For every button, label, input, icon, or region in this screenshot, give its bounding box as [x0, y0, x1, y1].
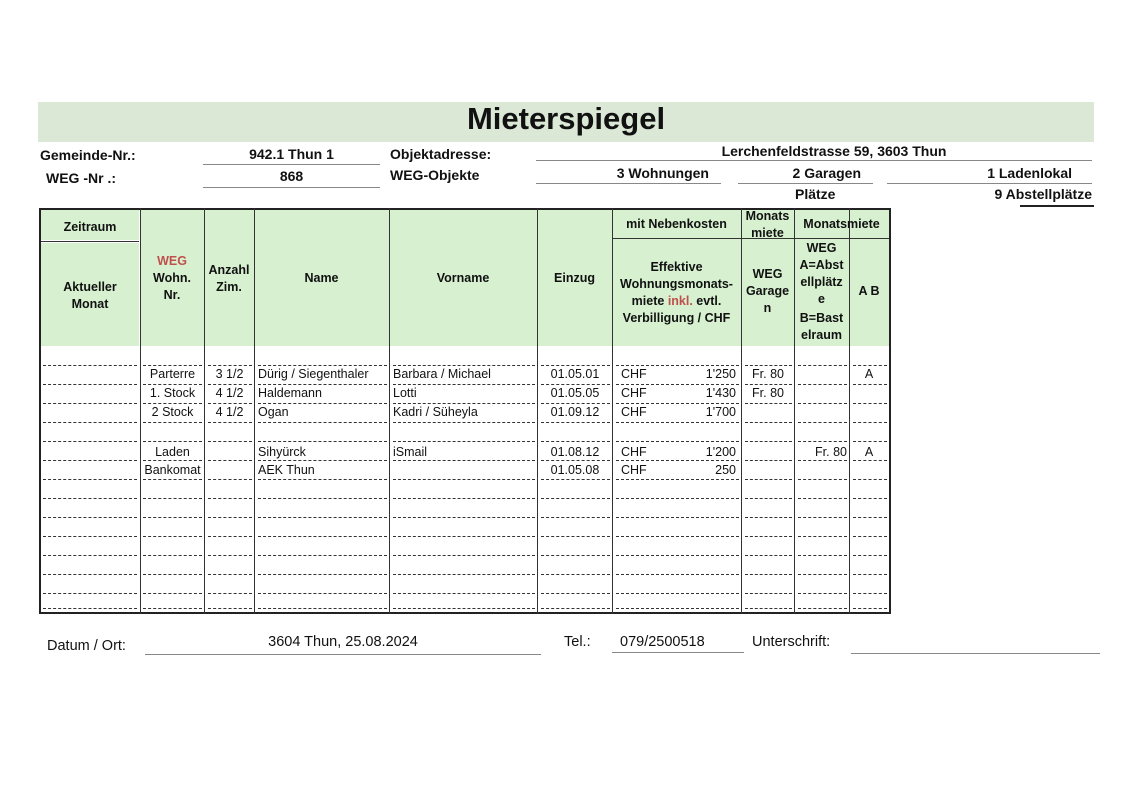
row-divider: [798, 422, 847, 423]
row-divider: [541, 555, 610, 556]
row-divider: [208, 479, 252, 480]
objektadresse-value: Lerchenfeldstrasse 59, 3603 Thun: [536, 143, 1092, 161]
cell-chf: CHF: [621, 445, 647, 459]
row-divider: [798, 479, 847, 480]
header-monatsmiete: Monatsmiete: [803, 217, 880, 231]
weg-label: WEG -Nr .:: [46, 170, 116, 186]
datum-label: Datum / Ort:: [47, 638, 126, 654]
row-divider: [853, 574, 887, 575]
text: miete: [631, 294, 668, 308]
row-divider: [43, 384, 137, 385]
row-divider: [541, 422, 610, 423]
header-verbilligung: Verbilligung / CHF: [622, 311, 731, 325]
header-weg-garage: WEG: [752, 267, 783, 281]
cell-garage: Fr. 80: [752, 386, 784, 400]
cell-vorname: Kadri / Süheyla: [393, 405, 478, 419]
row-divider: [143, 441, 202, 442]
row-divider: [541, 441, 610, 442]
gemeinde-value: 942.1 Thun 1: [203, 146, 380, 165]
datum-value: 3604 Thun, 25.08.2024: [145, 634, 541, 655]
gemeinde-label: Gemeinde-Nr.:: [40, 147, 136, 163]
header-ab-4: B=Bast: [799, 311, 844, 325]
row-divider: [616, 593, 739, 594]
header-ab-col: A B: [858, 284, 880, 298]
cell-einzug: 01.09.12: [550, 405, 600, 419]
row-divider: [616, 479, 739, 480]
row-divider: [541, 574, 610, 575]
cell-vorname: iSmail: [393, 445, 428, 459]
row-divider: [393, 460, 535, 461]
row-divider: [798, 460, 847, 461]
cell-wohn: 2 Stock: [151, 405, 194, 419]
cell-vorname: Barbara / Michael: [393, 367, 491, 381]
row-divider: [616, 422, 739, 423]
header-einzug: Einzug: [554, 271, 595, 285]
row-divider: [745, 608, 792, 609]
row-divider: [745, 536, 792, 537]
header-ab-3: e: [818, 292, 825, 306]
wohnungen-value: 3 Wohnungen: [536, 165, 721, 184]
row-divider: [143, 608, 202, 609]
row-divider: [393, 498, 535, 499]
row-divider: [143, 536, 202, 537]
row-divider: [745, 593, 792, 594]
row-divider: [798, 517, 847, 518]
row-divider: [745, 517, 792, 518]
text-red: inkl.: [667, 294, 693, 308]
row-divider: [745, 460, 792, 461]
header-effektive: Effektive: [650, 260, 703, 274]
row-divider: [143, 479, 202, 480]
row-divider: [43, 536, 137, 537]
cell-chf: CHF: [621, 367, 647, 381]
divider: [1020, 205, 1094, 207]
row-divider: [853, 555, 887, 556]
header-miete: miete: [751, 226, 784, 240]
row-divider: [393, 593, 535, 594]
row-divider: [853, 498, 887, 499]
row-divider: [745, 403, 792, 404]
row-divider: [393, 422, 535, 423]
header-monats: Monats: [745, 209, 790, 223]
header-weg-red: WEG: [157, 254, 187, 268]
header-wohnungsmonats: Wohnungsmonats-: [620, 277, 733, 291]
row-divider: [541, 517, 610, 518]
row-divider: [853, 608, 887, 609]
row-divider: [43, 608, 137, 609]
garagen-value: 2 Garagen: [738, 165, 873, 184]
text: evtl.: [692, 294, 722, 308]
cell-chf: CHF: [621, 463, 647, 477]
cell-wohn: 1. Stock: [149, 386, 196, 400]
page-title: Mieterspiegel: [466, 101, 666, 136]
signature-line[interactable]: [851, 634, 1100, 654]
objektadresse-label: Objektadresse:: [390, 146, 492, 162]
row-divider: [43, 441, 137, 442]
cell-abst: Fr. 80: [815, 445, 847, 459]
row-divider: [208, 536, 252, 537]
row-divider: [798, 384, 847, 385]
cell-name: Sihyürck: [258, 445, 306, 459]
cell-wohn: Bankomat: [144, 463, 201, 477]
cell-name: Ogan: [258, 405, 289, 419]
row-divider: [853, 441, 887, 442]
row-divider: [393, 608, 535, 609]
row-divider: [798, 574, 847, 575]
row-divider: [208, 593, 252, 594]
row-divider: [616, 555, 739, 556]
cell-einzug: 01.05.08: [550, 463, 600, 477]
row-divider: [43, 555, 137, 556]
cell-betrag: 250: [715, 463, 736, 477]
header-zim: Zim.: [216, 280, 242, 294]
cell-zim: 3 1/2: [215, 367, 244, 381]
abstellplaetze-value: 9 Abstellplätze: [994, 186, 1092, 202]
cell-ab: A: [864, 445, 874, 459]
header-garage-n: n: [763, 301, 772, 315]
cell-garage: Fr. 80: [752, 367, 784, 381]
weg-value: 868: [203, 168, 380, 188]
header-ab-1: A=Abst: [799, 258, 844, 272]
row-divider: [258, 498, 387, 499]
row-divider: [853, 536, 887, 537]
row-divider: [393, 441, 535, 442]
header-anzahl: Anzahl: [208, 263, 250, 277]
row-divider: [541, 536, 610, 537]
column-divider: [389, 208, 390, 614]
row-divider: [798, 498, 847, 499]
header-garage: Garage: [745, 284, 790, 298]
row-divider: [853, 403, 887, 404]
header-vorname: Vorname: [436, 271, 490, 285]
row-divider: [798, 403, 847, 404]
cell-betrag: 1'700: [705, 405, 736, 419]
header-ab-weg: WEG: [806, 241, 837, 255]
row-divider: [208, 422, 252, 423]
row-divider: [143, 593, 202, 594]
row-divider: [393, 479, 535, 480]
row-divider: [43, 460, 137, 461]
row-divider: [798, 536, 847, 537]
row-divider: [853, 422, 887, 423]
row-divider: [798, 441, 847, 442]
row-divider: [258, 536, 387, 537]
ladenlokal-value: 1 Ladenlokal: [887, 165, 1092, 184]
row-divider: [745, 422, 792, 423]
cell-einzug: 01.08.12: [550, 445, 600, 459]
row-divider: [798, 608, 847, 609]
cell-einzug: 01.05.05: [550, 386, 600, 400]
row-divider: [616, 517, 739, 518]
header-mit-nebenkosten: mit Nebenkosten: [626, 217, 727, 231]
row-divider: [616, 460, 739, 461]
row-divider: [393, 517, 535, 518]
row-divider: [43, 517, 137, 518]
row-divider: [208, 517, 252, 518]
header-wohn: Wohn.: [153, 271, 191, 285]
column-divider: [254, 208, 255, 614]
cell-name: Haldemann: [258, 386, 322, 400]
row-divider: [258, 441, 387, 442]
weg-objekte-label: WEG-Objekte: [390, 167, 480, 183]
row-divider: [258, 555, 387, 556]
row-divider: [208, 460, 252, 461]
row-divider: [258, 608, 387, 609]
row-divider: [798, 555, 847, 556]
row-divider: [43, 574, 137, 575]
row-divider: [393, 536, 535, 537]
header-ab-2: ellplätz: [800, 275, 843, 289]
cell-name: AEK Thun: [258, 463, 315, 477]
row-divider: [208, 608, 252, 609]
cell-wohn: Laden: [155, 445, 190, 459]
row-divider: [258, 593, 387, 594]
row-divider: [541, 593, 610, 594]
row-divider: [208, 441, 252, 442]
cell-zim: 4 1/2: [215, 405, 244, 419]
header-aktueller: Aktueller: [63, 280, 117, 294]
row-divider: [853, 517, 887, 518]
row-divider: [798, 365, 847, 366]
row-divider: [745, 498, 792, 499]
row-divider: [541, 608, 610, 609]
cell-zim: 4 1/2: [215, 386, 244, 400]
row-divider: [616, 574, 739, 575]
row-divider: [258, 479, 387, 480]
cell-einzug: 01.05.01: [550, 367, 600, 381]
row-divider: [258, 574, 387, 575]
row-divider: [143, 422, 202, 423]
row-divider: [43, 365, 137, 366]
header-name: Name: [304, 271, 339, 285]
header-ab-5: elraum: [801, 328, 842, 342]
row-divider: [616, 536, 739, 537]
header-zeitraum: Zeitraum: [63, 220, 117, 234]
row-divider: [143, 517, 202, 518]
cell-wohn: Parterre: [149, 367, 196, 381]
tel-value: 079/2500518: [612, 634, 744, 653]
row-divider: [745, 574, 792, 575]
cell-betrag: 1'430: [705, 386, 736, 400]
plaetze-value: Plätze: [795, 186, 836, 202]
row-divider: [43, 479, 137, 480]
row-divider: [853, 384, 887, 385]
row-divider: [745, 479, 792, 480]
row-divider: [745, 555, 792, 556]
row-divider: [258, 517, 387, 518]
row-divider: [208, 574, 252, 575]
row-divider: [616, 441, 739, 442]
row-divider: [853, 460, 887, 461]
cell-chf: CHF: [621, 386, 647, 400]
row-divider: [393, 555, 535, 556]
row-divider: [258, 460, 387, 461]
row-divider: [43, 422, 137, 423]
cell-betrag: 1'200: [705, 445, 736, 459]
header-nr: Nr.: [163, 288, 181, 302]
header-miete-inkl: [612, 293, 741, 309]
cell-chf: CHF: [621, 405, 647, 419]
row-divider: [143, 498, 202, 499]
row-divider: [853, 593, 887, 594]
column-divider: [849, 208, 850, 614]
row-divider: [43, 403, 137, 404]
header-divider: [41, 241, 139, 242]
row-divider: [541, 498, 610, 499]
row-divider: [258, 422, 387, 423]
row-divider: [208, 555, 252, 556]
row-divider: [853, 479, 887, 480]
row-divider: [143, 460, 202, 461]
row-divider: [798, 593, 847, 594]
row-divider: [745, 441, 792, 442]
cell-ab: A: [864, 367, 874, 381]
row-divider: [541, 479, 610, 480]
cell-name: Dürig / Siegenthaler: [258, 367, 369, 381]
row-divider: [616, 498, 739, 499]
cell-vorname: Lotti: [393, 386, 417, 400]
row-divider: [43, 593, 137, 594]
row-divider: [143, 574, 202, 575]
row-divider: [541, 460, 610, 461]
cell-betrag: 1'250: [705, 367, 736, 381]
tel-label: Tel.:: [564, 634, 591, 650]
unterschrift-label: Unterschrift:: [752, 634, 831, 650]
row-divider: [43, 498, 137, 499]
row-divider: [616, 608, 739, 609]
row-divider: [208, 498, 252, 499]
header-monat: Monat: [71, 297, 109, 311]
row-divider: [393, 574, 535, 575]
row-divider: [143, 555, 202, 556]
